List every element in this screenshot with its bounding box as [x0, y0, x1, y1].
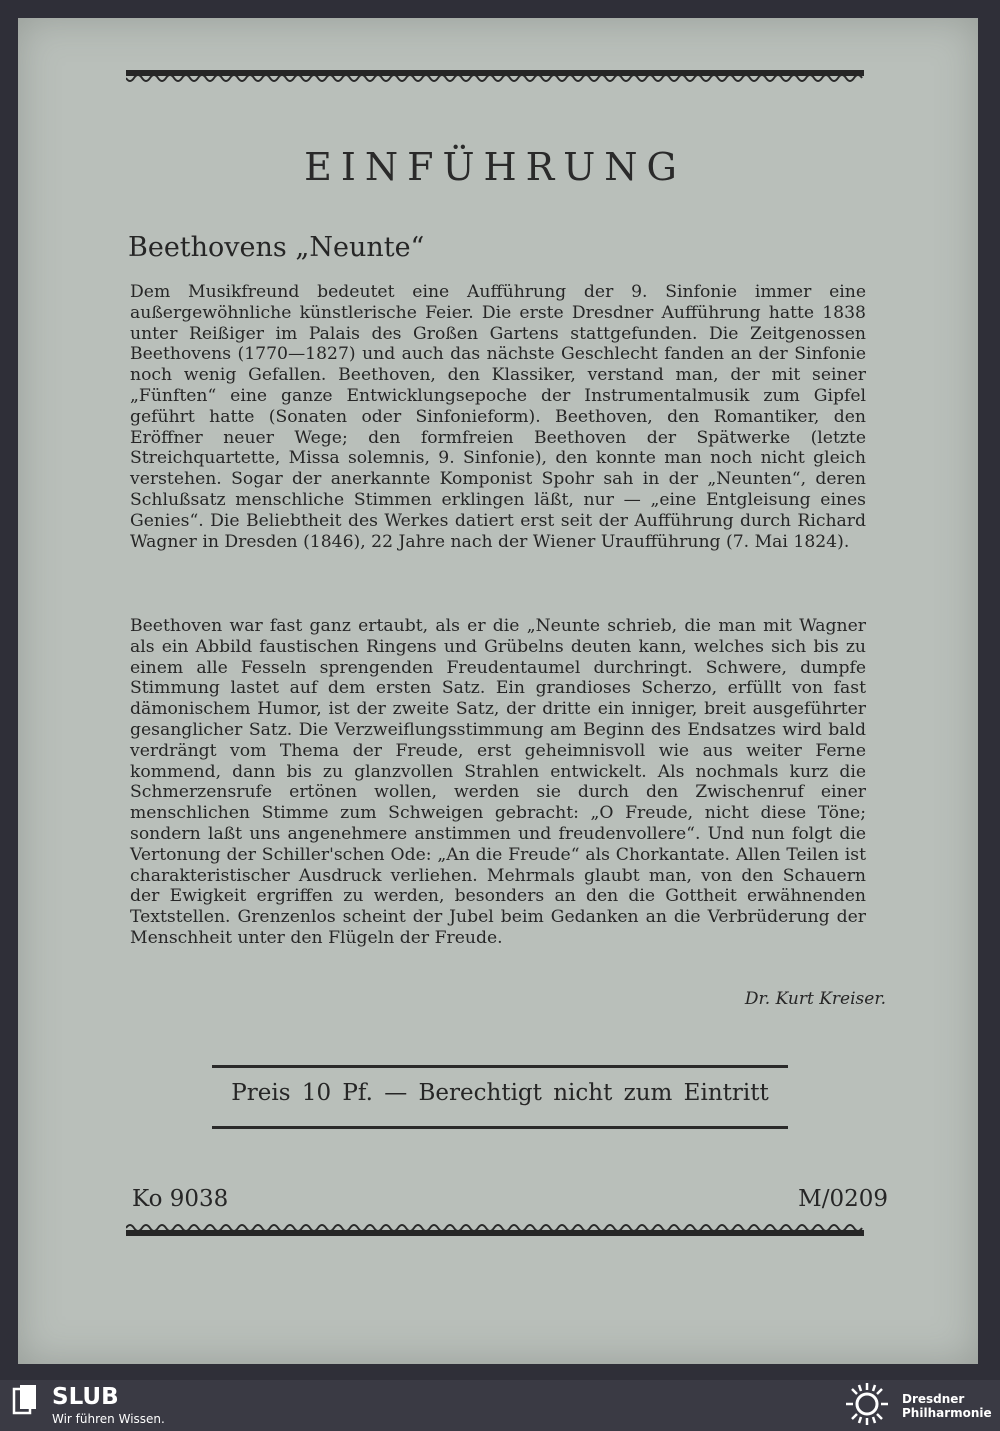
price-rule-top [212, 1065, 788, 1068]
print-code-right: M/0209 [798, 1186, 888, 1212]
price-note: Preis 10 Pf. — Berechtigt nicht zum Eintritt [231, 1080, 769, 1106]
dresdner-philharmonie-logo-icon[interactable] [842, 1381, 892, 1427]
paragraph-history: Dem Musikfreund bedeutet eine Aufführung der 9. Sinfonie immer eine außergewöhnliche künstlerische Feier. Die erste Dresdner Aufführung hatte 1838 unter Reißiger im Palais des Großen Gartens stattgefunden. Die Zeitgenossen Beethovens (1770—1827) und auch das nächste Geschlecht fanden an der Sinfonie noch wenig Gefallen. Beethoven, den Klassiker, verstand man, der mit seiner „Fünften“ eine ganze Entwicklungsepoche der Instrumentalmusik zum Gipfel geführt hatte (Sonaten oder Sinfonieform). Beethoven, den Romantiker, den Eröffner neuer Wege; den formfreien Beethoven der Spätwerke (letzte Streichquartette, Missa solemnis, 9. Sinfonie), den konnte man noch nicht gleich verstehen. Sogar der anerkannte Komponist Spohr sah in der „Neunten“, deren Schlußsatz menschliche Stimmen erklingen läßt, nur — „eine Entgleisung eines Genies“. Die Beliebtheit des Werkes datiert erst seit der Aufführung durch Richard Wagner in Dresden (1846), 22 Jahre nach der Wiener Uraufführung (7. Mai 1824). [130, 282, 866, 552]
slub-name[interactable]: SLUB [52, 1384, 119, 1410]
price-rule-bottom [212, 1126, 788, 1129]
viewer-footer [0, 1380, 1000, 1428]
partner-name-line1: Dresdner [902, 1392, 965, 1406]
slub-logo-icon[interactable] [12, 1385, 38, 1417]
partner-name-line2: Philharmonie [902, 1406, 992, 1420]
paragraph-analysis: Beethoven war fast ganz ertaubt, als er die „Neunte schrieb, die man mit Wagner als ein Abbild faustischen Ringens und Grübelns deuten kann, welches sich bis zu einem alle Fesseln sprengenden Freudentaumel durchringt. Schwere, dumpfe Stimmung lastet auf dem ersten Satz. Ein grandioses Scherzo, erfüllt von fast dämonischem Humor, ist der zweite Satz, der dritte ein inniger, breit ausgeführter gesanglicher Satz. Die Verzweiflungsstimmung am Beginn des Endsatzes wird bald verdrängt vom Thema der Freude, erst geheimnisvoll wie aus weiter Ferne kommend, dann bis zu glanzvollen Strahlen entwickelt. Als nochmals kurz die Schmerzensrufe ertönen wollen, werden sie durch den Zwischenruf einer menschlichen Stimme zum Schweigen gebracht: „O Freude, nicht diese Töne; sondern laßt uns angenehmere anstimmen und freudenvollere“. Und nun folgt die Vertonung der Schiller'schen Ode: „An die Freude“ als Chorkantate. Allen Teilen ist charakteristischer Ausdruck verliehen. Mehrmals glaubt man, von den Schauern der Ewigkeit ergriffen zu werden, besonders an den die Gottheit erwähnenden Textstellen. Grenzenlos scheint der Jubel beim Gedanken an die Verbrüderung der Menschheit unter den Flügeln der Freude. [130, 616, 866, 948]
top-ornamental-rule [126, 70, 864, 84]
slub-tagline: Wir führen Wissen. [52, 1412, 165, 1426]
author-signature: Dr. Kurt Kreiser. [744, 989, 886, 1009]
page-title: EINFÜHRUNG [304, 145, 686, 189]
print-code-left: Ko 9038 [132, 1186, 229, 1212]
bottom-ornamental-rule [126, 1222, 864, 1236]
section-heading: Beethovens „Neunte“ [128, 232, 425, 263]
